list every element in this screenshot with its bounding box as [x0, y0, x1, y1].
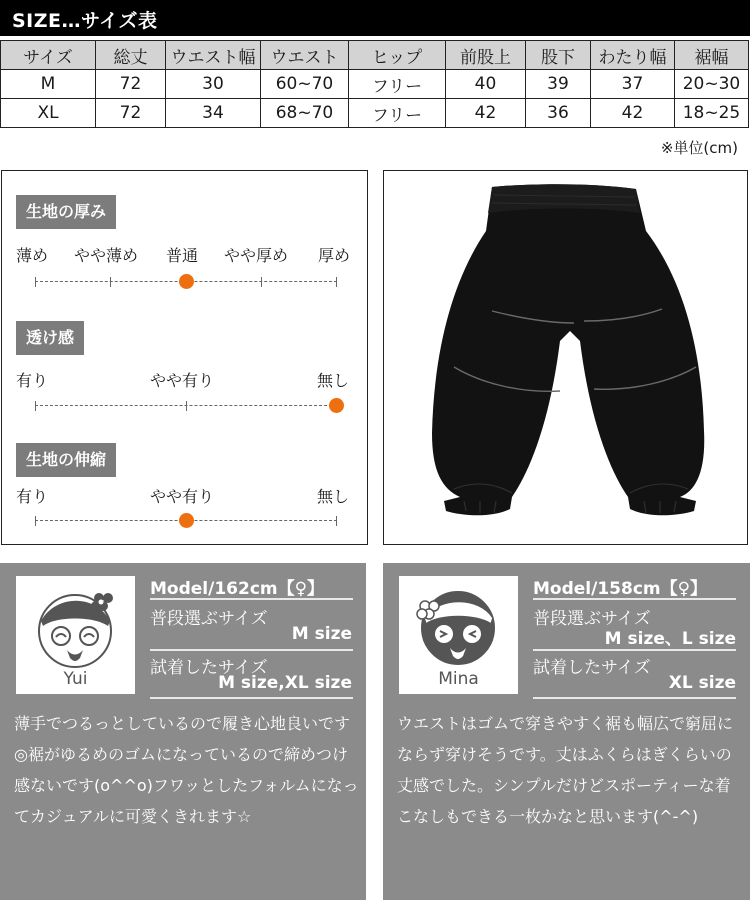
column-header: ウエスト幅: [166, 41, 261, 70]
thickness-scale: [35, 281, 337, 282]
column-header: ヒップ: [349, 41, 446, 70]
divider: [533, 697, 736, 699]
avatar: [399, 576, 518, 694]
scale-label: 有り: [16, 371, 49, 390]
table-cell: 20~30: [675, 70, 749, 99]
scale-label: 普通: [166, 246, 199, 265]
divider: [150, 697, 353, 699]
divider: [150, 649, 353, 651]
fabric-panel: [1, 170, 368, 545]
divider: [533, 598, 736, 600]
table-cell: 68~70: [261, 99, 349, 128]
scale-label: やや厚め: [224, 246, 289, 265]
unit-note: ※単位(cm): [660, 139, 738, 157]
column-header: 前股上: [446, 41, 526, 70]
usual-size-value: M size: [291, 624, 352, 644]
size-table: [0, 40, 749, 128]
table-cell: 37: [591, 70, 675, 99]
model-card-mina: [383, 563, 750, 900]
scale-tick: [261, 277, 262, 287]
scale-tick: [336, 277, 337, 287]
table-cell: 40: [446, 70, 526, 99]
table-cell: 39: [526, 70, 591, 99]
table-cell: フリー: [349, 99, 446, 128]
table-cell: 72: [96, 99, 166, 128]
table-cell: 60~70: [261, 70, 349, 99]
pants-graphic: [432, 184, 704, 515]
scale-tick: [336, 516, 337, 526]
table-row: [1, 99, 749, 128]
tried-size-value: XL size: [668, 673, 736, 693]
table-cell: フリー: [349, 70, 446, 99]
scale-tick: [110, 277, 111, 287]
model-heading: Model/162cm【♀】: [150, 579, 325, 599]
thickness-label: 生地の厚み: [16, 195, 116, 229]
scale-tick: [186, 401, 187, 411]
table-cell: 36: [526, 99, 591, 128]
column-header: 総丈: [96, 41, 166, 70]
scale-tick: [35, 401, 36, 411]
model-heading: Model/158cm【♀】: [533, 579, 708, 599]
tried-size-label: 試着したサイズ: [533, 658, 651, 678]
usual-size-label: 普段選ぶサイズ: [533, 609, 651, 629]
scale-label: やや薄め: [74, 246, 139, 265]
black-pants-illustration: [384, 171, 747, 544]
scale-label: やや有り: [150, 371, 215, 390]
scale-label: 無し: [317, 371, 350, 390]
scale-tick: [35, 516, 36, 526]
scale-label: 厚め: [318, 246, 351, 265]
column-header: ウエスト: [261, 41, 349, 70]
thickness-indicator: [179, 274, 194, 289]
stretch-scale: [35, 520, 337, 521]
tried-size-label: 試着したサイズ: [150, 658, 268, 678]
stretch-label: 生地の伸縮: [16, 443, 116, 477]
usual-size-value: M size、L size: [604, 629, 736, 649]
column-header: 股下: [526, 41, 591, 70]
divider: [150, 598, 353, 600]
table-header-row: [1, 41, 749, 70]
model-comment: 薄手でつるっとしているので履き心地良いです◎裾がゆるめのゴムになっているので締めつけ感ないです(o^^o)フワッとしたフォルムになってカジュアルに可愛くきれます☆: [14, 714, 359, 826]
size-chart-title: SIZE…サイズ表: [12, 10, 158, 32]
column-header: わたり幅: [591, 41, 675, 70]
table-cell: 42: [591, 99, 675, 128]
model-card-yui: [0, 563, 366, 900]
stretch-indicator: [179, 513, 194, 528]
size-chart-header: [0, 0, 750, 36]
column-header: 裾幅: [675, 41, 749, 70]
sheerness-indicator: [329, 398, 344, 413]
product-photo: [383, 170, 748, 545]
scale-tick: [35, 277, 36, 287]
avatar: [16, 576, 135, 694]
table-cell: 30: [166, 70, 261, 99]
usual-size-label: 普段選ぶサイズ: [150, 609, 268, 629]
table-cell: XL: [1, 99, 96, 128]
scale-label: 無し: [317, 487, 350, 506]
table-row: [1, 70, 749, 99]
scale-label: 薄め: [16, 246, 49, 265]
scale-label: 有り: [16, 487, 49, 506]
scale-label: やや有り: [150, 487, 215, 506]
table-cell: M: [1, 70, 96, 99]
sheerness-scale: [35, 405, 337, 406]
table-cell: 18~25: [675, 99, 749, 128]
model-name: Mina: [438, 669, 479, 689]
column-header: サイズ: [1, 41, 96, 70]
table-cell: 34: [166, 99, 261, 128]
tried-size-value: M size,XL size: [218, 673, 352, 693]
table-cell: 72: [96, 70, 166, 99]
table-cell: 42: [446, 99, 526, 128]
model-name: Yui: [63, 669, 88, 689]
sheerness-label: 透け感: [16, 321, 84, 355]
model-comment: ウエストはゴムで穿きやすく裾も幅広で窮屈にならず穿けそうです。丈はふくらはぎくらいの丈感でした。シンプルだけどスポーティーな着こなしもできる一枚かなと思います(^-^): [397, 714, 734, 826]
divider: [533, 649, 736, 651]
